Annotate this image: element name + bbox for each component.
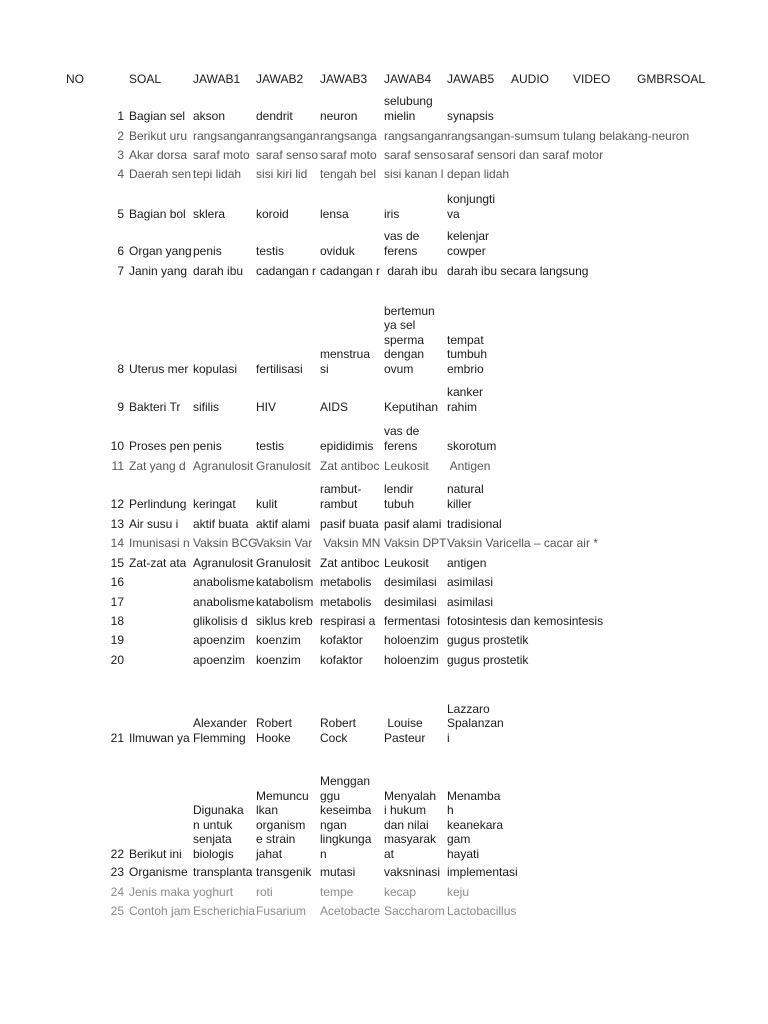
- cell-jawab1: akson: [193, 108, 226, 123]
- cell-jawab3: kofaktor: [320, 652, 363, 667]
- cell-jawab1: darah ibu: [193, 263, 244, 278]
- cell-jawab4: desimilasi: [384, 594, 437, 609]
- cell-jawab4: desimilasi: [384, 574, 437, 589]
- cell-jawab2: roti: [256, 884, 273, 899]
- cell-soal: Daerah sen: [129, 166, 192, 181]
- cell-jawab5: keju: [447, 884, 470, 899]
- cell-jawab1: saraf moto: [193, 147, 250, 162]
- cell-jawab4: pasif alami: [384, 516, 442, 531]
- row-number: 3: [117, 147, 124, 162]
- cell-jawab3: tempe: [320, 884, 354, 899]
- cell-jawab2: koenzim: [256, 652, 301, 667]
- cell-jawab2: rangsangan: [256, 128, 320, 143]
- cell-jawab2: kulit: [256, 496, 278, 511]
- cell-jawab2: koroid: [256, 206, 289, 221]
- row-number: 10: [110, 438, 124, 453]
- row-number: 6: [117, 243, 124, 258]
- row-number: 25: [110, 903, 124, 918]
- cell-jawab2: saraf senso: [256, 147, 319, 162]
- row-number: 19: [110, 632, 124, 647]
- cell-jawab2: fertilisasi: [256, 361, 303, 376]
- cell-jawab5: tradisional: [447, 516, 502, 531]
- cell-soal: Bakteri Tr: [129, 399, 181, 414]
- cell-soal: Proses pen: [129, 438, 190, 453]
- cell-jawab3: metabolis: [320, 594, 372, 609]
- cell-jawab3: rangsanga: [320, 128, 377, 143]
- cell-jawab3: Vaksin MN: [320, 535, 381, 550]
- cell-jawab3: mutasi: [320, 864, 356, 879]
- cell-jawab4: kecap: [384, 884, 417, 899]
- cell-soal: Janin yang: [129, 263, 188, 278]
- cell-jawab3: Zat antiboc: [320, 555, 380, 570]
- row-number: 16: [110, 574, 124, 589]
- cell-jawab1: glikolisis d: [193, 613, 248, 628]
- header-audio: AUDIO: [511, 72, 550, 86]
- cell-jawab4: saraf senso: [384, 147, 447, 162]
- cell-jawab4: Menyalah i hukum dan nilai masyarak at: [384, 788, 437, 861]
- cell-jawab1: Escherichia: [193, 903, 256, 918]
- row-number: 13: [110, 516, 124, 531]
- header-video: VIDEO: [573, 72, 611, 86]
- cell-jawab5: fotosintesis dan kemosintesis: [447, 613, 604, 628]
- cell-jawab1: tepi lidah: [193, 166, 242, 181]
- cell-jawab2: HIV: [256, 399, 277, 414]
- cell-jawab4: Leukosit: [384, 555, 429, 570]
- row-number: 14: [110, 535, 124, 550]
- cell-jawab2: katabolism: [256, 574, 314, 589]
- cell-soal: Bagian bol: [129, 206, 186, 221]
- row-number: 22: [110, 846, 124, 861]
- cell-jawab5: Lactobacillus: [447, 903, 517, 918]
- cell-jawab4: Louise Pasteur: [384, 716, 426, 745]
- row-number: 9: [117, 399, 124, 414]
- cell-jawab3: cadangan r: [320, 263, 381, 278]
- cell-jawab3: metabolis: [320, 574, 372, 589]
- header-soal: SOAL: [129, 72, 162, 86]
- cell-jawab3: Menggan ggu keseimba ngan lingkunga n: [320, 774, 372, 861]
- cell-jawab5: depan lidah: [447, 166, 510, 181]
- cell-soal: Contoh jam: [129, 903, 191, 918]
- cell-jawab2: Robert Hooke: [256, 716, 293, 745]
- cell-jawab5: Lazzaro Spalanzan i: [447, 701, 504, 745]
- cell-jawab3: kofaktor: [320, 632, 363, 647]
- header-jawab2: JAWAB2: [256, 72, 304, 86]
- cell-jawab1: Digunaka n untuk senjata biologis: [193, 803, 244, 861]
- cell-soal: Organ yang: [129, 243, 192, 258]
- cell-jawab3: neuron: [320, 108, 358, 123]
- cell-jawab1: apoenzim: [193, 652, 246, 667]
- cell-jawab3: Robert Cock: [320, 716, 357, 745]
- cell-jawab1: penis: [193, 438, 222, 453]
- row-number: 2: [117, 128, 124, 143]
- cell-jawab4: iris: [384, 206, 400, 221]
- cell-jawab3: Acetobacte: [320, 903, 381, 918]
- cell-jawab2: cadangan r: [256, 263, 317, 278]
- cell-jawab2: katabolism: [256, 594, 314, 609]
- cell-jawab5: gugus prostetik: [447, 652, 529, 667]
- cell-jawab5: Menamba h keanekara gam hayati: [447, 788, 504, 861]
- row-number: 5: [117, 206, 124, 221]
- header-jawab1: JAWAB1: [193, 72, 241, 86]
- cell-jawab3: AIDS: [320, 399, 349, 414]
- cell-jawab2: sisi kiri lid: [256, 166, 308, 181]
- cell-jawab1: Agranulosit: [193, 458, 254, 473]
- cell-soal: Bagian sel: [129, 108, 186, 123]
- row-number: 1: [117, 108, 124, 123]
- cell-jawab1: rangsangan: [193, 128, 257, 143]
- cell-jawab1: Alexander Flemming: [193, 716, 248, 745]
- cell-jawab5: natural killer: [447, 482, 484, 511]
- header-jawab4: JAWAB4: [384, 72, 432, 86]
- header-gmbrsoal: GMBRSOAL: [637, 72, 706, 86]
- cell-jawab3: pasif buata: [320, 516, 379, 531]
- cell-jawab2: dendrit: [256, 108, 293, 123]
- cell-jawab5: skorotum: [447, 438, 497, 453]
- cell-jawab1: penis: [193, 243, 222, 258]
- cell-jawab4: vaksninasi: [384, 864, 441, 879]
- row-number: 24: [110, 884, 124, 899]
- cell-jawab1: Agranulosit: [193, 555, 254, 570]
- cell-jawab5: darah ibu secara langsung: [447, 263, 589, 278]
- cell-jawab5: rangsangan-sumsum tulang belakang-neuron: [447, 128, 690, 143]
- cell-jawab5: kanker rahim: [447, 385, 484, 414]
- cell-jawab4: selubung mielin: [384, 94, 433, 123]
- cell-jawab3: menstrua si: [320, 347, 371, 376]
- cell-jawab3: lensa: [320, 206, 349, 221]
- cell-jawab4: lendir tubuh: [384, 482, 415, 511]
- cell-jawab1: anabolisme: [193, 594, 255, 609]
- cell-jawab1: sklera: [193, 206, 226, 221]
- cell-jawab4: vas de ferens: [384, 424, 420, 453]
- cell-jawab4: Keputihan: [384, 399, 439, 414]
- cell-jawab4: holoenzim: [384, 632, 439, 647]
- cell-soal: Imunisasi n: [129, 535, 190, 550]
- row-number: 7: [117, 263, 124, 278]
- cell-soal: Uterus mer: [129, 361, 189, 376]
- cell-jawab5: gugus prostetik: [447, 632, 529, 647]
- row-number: 11: [111, 458, 124, 473]
- row-number: 8: [117, 361, 124, 376]
- cell-jawab2: Granulosit: [256, 555, 311, 570]
- cell-jawab4: Saccharom: [384, 903, 445, 918]
- cell-jawab3: tengah bel: [320, 166, 377, 181]
- cell-jawab3: rambut- rambut: [320, 482, 362, 511]
- cell-jawab1: yoghurt: [193, 884, 234, 899]
- cell-jawab1: transplanta: [193, 864, 253, 879]
- cell-jawab3: oviduk: [320, 243, 355, 258]
- cell-jawab5: antigen: [447, 555, 487, 570]
- cell-jawab2: transgenik: [256, 864, 312, 879]
- cell-jawab4: holoenzim: [384, 652, 439, 667]
- header-no: NO: [66, 72, 84, 86]
- cell-soal: Berikut uru: [129, 128, 188, 143]
- cell-jawab5: asimilasi: [447, 594, 494, 609]
- cell-jawab5: Antigen: [447, 458, 491, 473]
- cell-jawab1: anabolisme: [193, 574, 255, 589]
- cell-jawab1: Vaksin BCG: [193, 535, 258, 550]
- cell-jawab5: asimilasi: [447, 574, 494, 589]
- cell-soal: Perlindung: [129, 496, 187, 511]
- cell-jawab2: koenzim: [256, 632, 301, 647]
- cell-jawab3: epididimis: [320, 438, 374, 453]
- cell-jawab2: Fusarium: [256, 903, 307, 918]
- cell-jawab2: aktif alami: [256, 516, 311, 531]
- cell-jawab4: Leukosit: [384, 458, 429, 473]
- cell-jawab4: sisi kanan l: [384, 166, 444, 181]
- row-number: 4: [117, 166, 124, 181]
- header-jawab3: JAWAB3: [320, 72, 368, 86]
- cell-jawab1: apoenzim: [193, 632, 246, 647]
- cell-jawab4: vas de ferens: [384, 229, 420, 258]
- cell-jawab4: fermentasi: [384, 613, 441, 628]
- cell-jawab4: Vaksin DPT: [384, 535, 447, 550]
- cell-jawab4: darah ibu: [384, 263, 438, 278]
- cell-jawab5: saraf sensori dan saraf motor: [447, 147, 604, 162]
- cell-jawab3: Zat antiboc: [320, 458, 380, 473]
- row-number: 21: [110, 730, 124, 745]
- cell-soal: Berikut ini: [129, 846, 182, 861]
- row-number: 12: [110, 496, 124, 511]
- cell-soal: Jenis maka: [129, 884, 190, 899]
- cell-soal: Ilmuwan ya: [129, 730, 190, 745]
- cell-jawab1: keringat: [193, 496, 236, 511]
- cell-jawab2: testis: [256, 438, 285, 453]
- cell-soal: Zat yang d: [129, 458, 186, 473]
- row-number: 15: [110, 555, 124, 570]
- row-number: 18: [110, 613, 124, 628]
- cell-jawab2: Memuncu lkan organism e strain jahat: [256, 788, 309, 861]
- cell-jawab2: testis: [256, 243, 285, 258]
- cell-jawab4: rangsangan: [384, 128, 448, 143]
- cell-jawab5: tempat tumbuh embrio: [447, 332, 488, 376]
- row-number: 20: [110, 652, 124, 667]
- cell-jawab1: sifilis: [193, 399, 219, 414]
- cell-soal: Akar dorsa: [129, 147, 188, 162]
- cell-jawab2: Granulosit: [256, 458, 311, 473]
- cell-jawab3: saraf moto: [320, 147, 377, 162]
- cell-soal: Organisme: [129, 864, 188, 879]
- header-jawab5: JAWAB5: [447, 72, 495, 86]
- row-number: 23: [110, 864, 124, 879]
- cell-jawab5: Vaksin Varicella – cacar air *: [447, 535, 598, 550]
- cell-jawab1: aktif buata: [193, 516, 249, 531]
- cell-jawab2: siklus kreb: [256, 613, 313, 628]
- cell-jawab3: respirasi a: [320, 613, 376, 628]
- cell-jawab5: konjungti va: [447, 192, 496, 221]
- cell-jawab5: synapsis: [447, 108, 494, 123]
- cell-jawab2: Vaksin Var: [256, 535, 313, 550]
- cell-jawab5: kelenjar cowper: [447, 229, 490, 258]
- row-number: 17: [110, 594, 124, 609]
- cell-soal: Zat-zat ata: [129, 555, 187, 570]
- cell-soal: Air susu i: [129, 516, 179, 531]
- cell-jawab1: kopulasi: [193, 361, 238, 376]
- cell-jawab4: bertemun ya sel sperma dengan ovum: [384, 303, 435, 376]
- cell-jawab5: implementasi: [447, 864, 518, 879]
